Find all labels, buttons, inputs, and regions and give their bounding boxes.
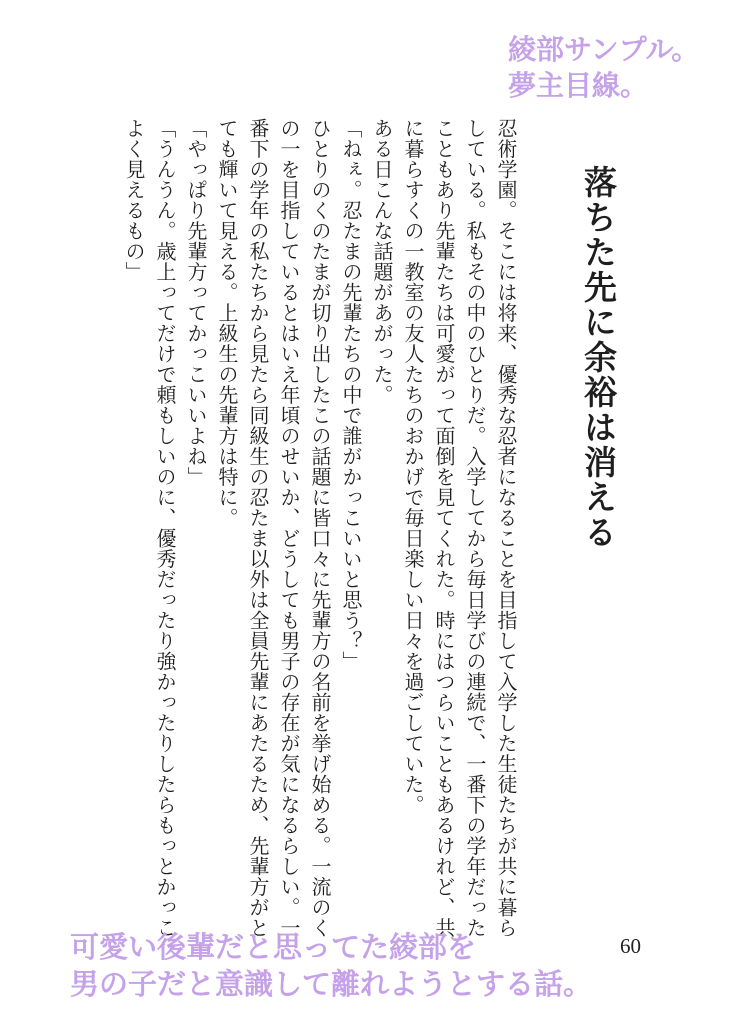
vertical-text-block bbox=[117, 118, 616, 938]
paragraph: ある日こんな話題があがった。 bbox=[370, 118, 392, 405]
paragraph: 「やっぱり先輩方ってかっこいいよね」 bbox=[184, 118, 206, 487]
footer-note-line2: 男の子だと意識して離れようとする話。 bbox=[70, 969, 593, 1001]
footer-note bbox=[70, 930, 592, 1004]
paragraph: 「うんうん。歳上ってだけで頼もしいのに、優秀だったり強かったりしたらもっとかっこよく見えるもの」 bbox=[122, 118, 175, 938]
corner-note-line2: 夢主目線。 bbox=[508, 70, 649, 101]
corner-note-line1: 綾部サンプル。 bbox=[508, 34, 700, 65]
paragraph: 「ねぇ。忍たまの先輩たちの中で誰がかっこいいと思う？」 bbox=[339, 118, 361, 672]
story-title: 落ちた先に余裕は消える bbox=[579, 165, 615, 550]
corner-note bbox=[508, 32, 699, 104]
paragraph: 忍術学園。そこには将来、優秀な忍者になることを目指して入学した生徒たちが共に暮らしている。私もその中のひとりだ。入学してから毎日学びの連続で、一番下の学年だったこともあり先輩たちは可愛がって面倒を見てくれた。時にはつらいこともあるけれど、共に暮らすくの一教室の友人たちのおかげで毎日楽しい日々を過ごしていた。 bbox=[401, 118, 516, 938]
page-number: 60 bbox=[620, 934, 641, 958]
body-text bbox=[117, 118, 520, 938]
paragraph: ひとりのくのたまが切り出したこの話題に皆口々に先輩方の名前を挙げ始める。一流のくの一を目指しているとはいえ年頃のせいか、どうしても男子の存在が気になるらしい。一番下の学年の私たちから見たら同級生の忍たま以外は全員先輩にあたるため、先輩方がとても輝いて見える。上級生の先輩方は特に。 bbox=[215, 118, 330, 938]
footer-note-line1: 可愛い後輩だと思ってた綾部を bbox=[70, 932, 477, 964]
